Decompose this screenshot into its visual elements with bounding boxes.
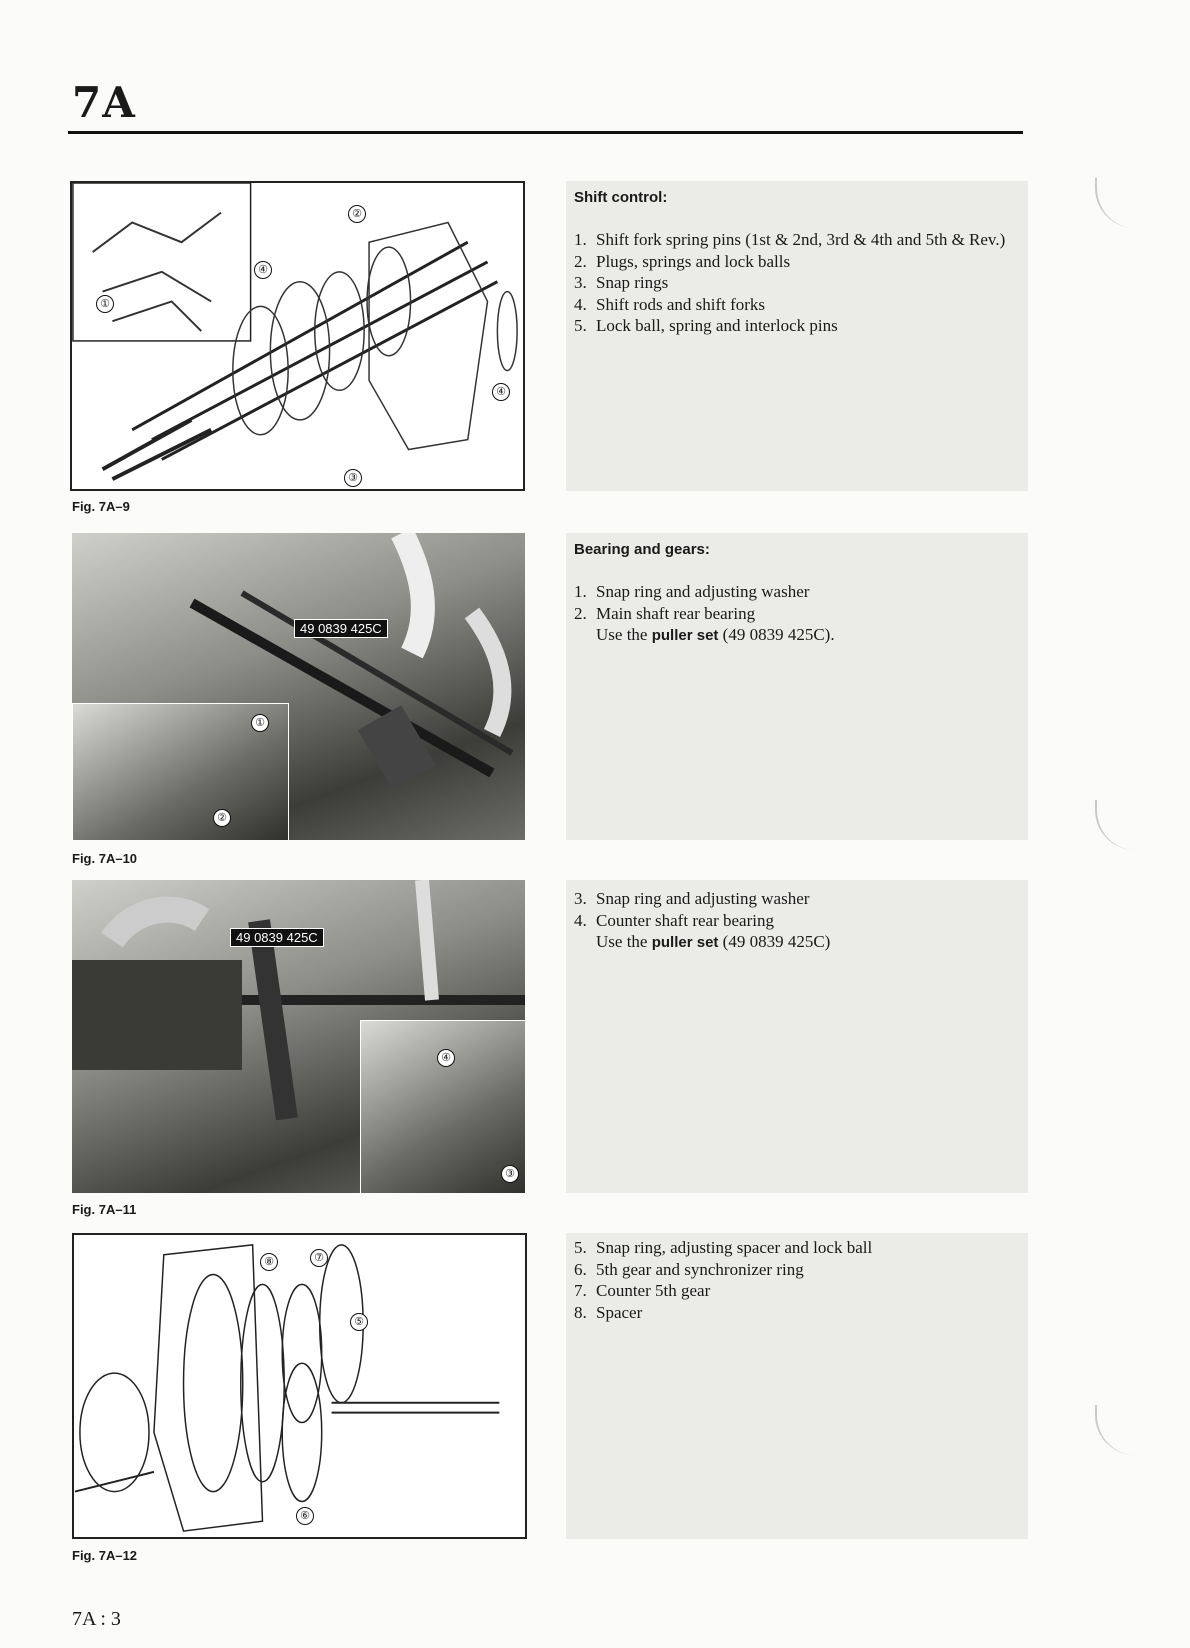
callout-3: ③ [344, 469, 362, 487]
step-item: 3. Snap ring and adjusting washer [574, 889, 810, 908]
step-item: 7. Counter 5th gear [574, 1281, 711, 1300]
binder-hole [1095, 178, 1139, 228]
callout-5: ⑤ [350, 1313, 368, 1331]
fifth-gear-drawing [74, 1235, 525, 1537]
figure-7a-12-illustration [72, 1233, 527, 1539]
tool-number-label: 49 0839 425C [294, 619, 388, 638]
figure-caption: Fig. 7A–12 [72, 1548, 138, 1563]
callout-4: ④ [492, 383, 510, 401]
section-title: Bearing and gears: [574, 541, 710, 558]
callout-3: ③ [501, 1165, 519, 1183]
step-item: 8. Spacer [574, 1302, 643, 1322]
step-list [574, 229, 1022, 337]
binder-hole [1095, 1405, 1139, 1455]
shift-control-panel [566, 181, 1028, 491]
tool-number-label: 49 0839 425C [230, 928, 324, 947]
figure-caption: Fig. 7A–10 [72, 851, 138, 866]
figure-7a-9-illustration [70, 181, 525, 491]
callout-1: ① [251, 714, 269, 732]
detail-inset [72, 703, 289, 840]
step-item: 1. Snap ring and adjusting washer [574, 582, 810, 601]
detail-inset [360, 1020, 525, 1193]
step-item: 2. Plugs, springs and lock balls [574, 251, 791, 271]
callout-4: ④ [437, 1049, 455, 1067]
callout-8: ⑧ [260, 1253, 278, 1271]
step-item: 1. Shift fork spring pins (1st & 2nd, 3rd & 4th and 5th & Rev.) [574, 230, 1006, 249]
step-list [574, 581, 1022, 647]
step-list [574, 1237, 1022, 1323]
binder-hole [1095, 800, 1139, 850]
callout-7: ⑦ [310, 1249, 328, 1267]
figure-7a-11-photo [72, 880, 525, 1193]
step-item: 4. Counter shaft rear bearing [574, 910, 774, 930]
callout-2: ② [348, 205, 366, 223]
bearing-gears-panel [566, 533, 1028, 840]
step-item: 4. Shift rods and shift forks [574, 294, 766, 314]
step-note: Use the puller set (49 0839 425C) [596, 932, 831, 951]
callout-6: ⑥ [296, 1507, 314, 1525]
step-item: 6. 5th gear and synchronizer ring [574, 1259, 804, 1279]
fifth-gear-panel [566, 1233, 1028, 1539]
step-note: Use the puller set (49 0839 425C). [596, 625, 835, 644]
step-item: 2. Main shaft rear bearing [574, 603, 756, 623]
step-item: 3. Snap rings [574, 273, 669, 292]
callout-2: ② [213, 809, 231, 827]
callout-1: ① [96, 295, 114, 313]
step-list [574, 888, 1022, 954]
figure-caption: Fig. 7A–11 [72, 1202, 137, 1217]
figure-caption: Fig. 7A–9 [72, 499, 130, 514]
header-rule [68, 131, 1023, 134]
step-item: 5. Lock ball, spring and interlock pins [574, 316, 838, 335]
callout-4: ④ [254, 261, 272, 279]
section-header: 7A [72, 78, 136, 127]
shift-control-drawing [72, 183, 523, 489]
section-title: Shift control: [574, 189, 668, 206]
page-number: 7A : 3 [72, 1608, 121, 1630]
step-item: 5. Snap ring, adjusting spacer and lock ball [574, 1238, 873, 1257]
counter-shaft-panel [566, 880, 1028, 1193]
figure-7a-10-photo [72, 533, 525, 840]
